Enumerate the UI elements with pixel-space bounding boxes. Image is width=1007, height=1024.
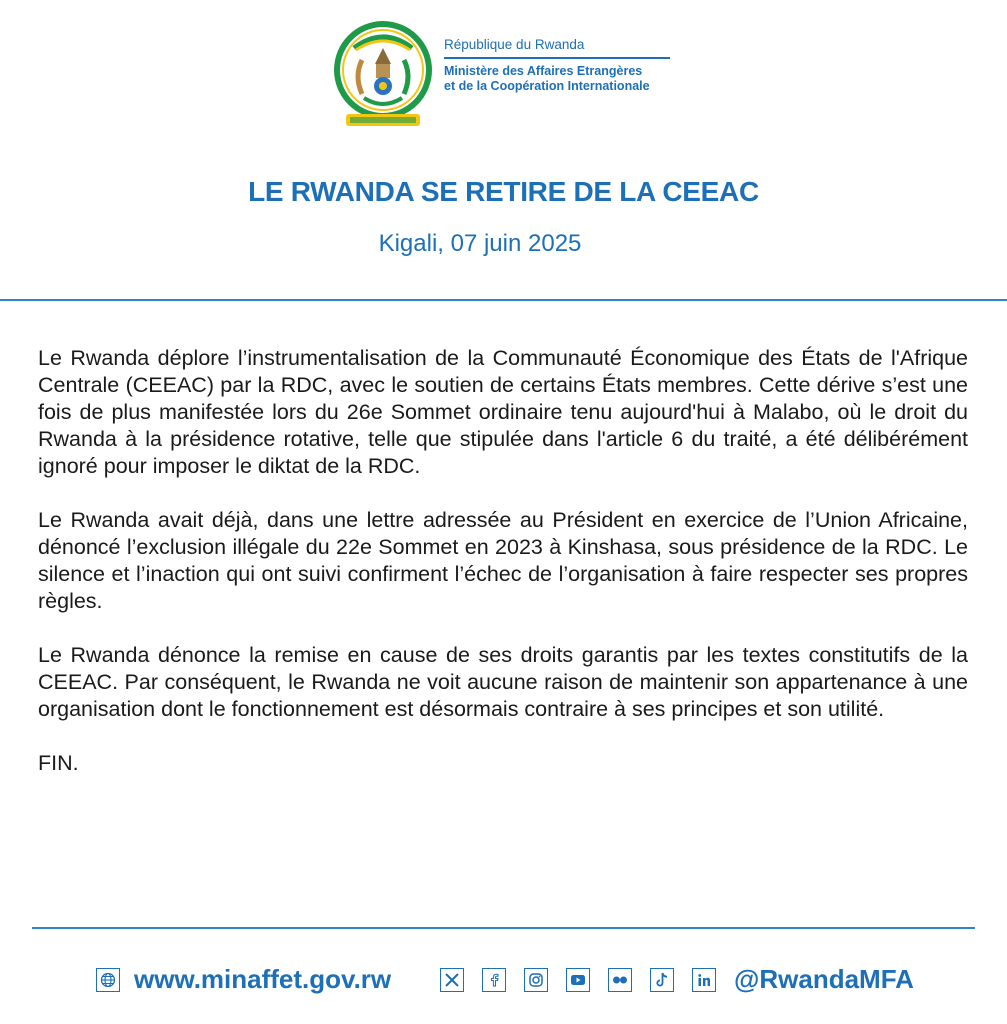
social-links bbox=[440, 964, 914, 995]
flickr-icon[interactable] bbox=[608, 968, 632, 992]
x-icon[interactable] bbox=[440, 968, 464, 992]
paragraph-3: Le Rwanda dénonce la remise en cause de ses droits garantis par les textes constitutifs de la CEEAC. Par conséquent, le Rwanda ne voit aucune raison de maintenir son appartenance à une organisation dont le fonctionnement est désormais contraire à ses principes et son utilité. bbox=[38, 643, 968, 721]
paragraph-1: Le Rwanda déplore l’instrumentalisation de la Communauté Économique des États de l'Afrique Centrale (CEEAC) par la RDC, avec le soutien de certains États membres. Cette dérive s’est une fois de plus manifestée lors du 26e Sommet ordinaire tenu aujourd'hui à Malabo, où le droit du Rwanda à la présidence rotative, telle que stipulée dans l'article 6 du traité, a été délibérément ignoré pour imposer le diktat de la RDC. bbox=[38, 346, 968, 478]
press-release-title: LE RWANDA SE RETIRE DE LA CEEAC bbox=[248, 176, 759, 207]
republic-label: République du Rwanda bbox=[444, 37, 585, 52]
linkedin-icon[interactable] bbox=[692, 968, 716, 992]
website-link[interactable] bbox=[96, 964, 391, 995]
letterhead bbox=[332, 14, 692, 134]
social-handle[interactable]: @RwandaMFA bbox=[734, 964, 914, 994]
ministry-name-line2: et de la Coopération Internationale bbox=[444, 78, 650, 93]
instagram-icon[interactable] bbox=[524, 968, 548, 992]
globe-icon bbox=[96, 968, 120, 992]
national-seal-icon bbox=[332, 14, 434, 132]
facebook-icon[interactable] bbox=[482, 968, 506, 992]
ministry-divider bbox=[444, 57, 670, 59]
footer-divider bbox=[32, 927, 975, 929]
ministry-block bbox=[444, 36, 674, 94]
press-release-body bbox=[38, 345, 968, 777]
website-url[interactable]: www.minaffet.gov.rw bbox=[134, 964, 392, 994]
youtube-icon[interactable] bbox=[566, 968, 590, 992]
tiktok-icon[interactable] bbox=[650, 968, 674, 992]
closing-text: FIN. bbox=[38, 751, 79, 775]
ministry-name-line1: Ministère des Affaires Etrangères bbox=[444, 63, 643, 78]
paragraph-2: Le Rwanda avait déjà, dans une lettre adressée au Président en exercice de l’Union Africaine, dénoncé l’exclusion illégale du 22e Sommet en 2023 à Kinshasa, sous présidence de la RDC. Le silence et l’inaction qui ont suivi confirment l’échec de l’organisation à faire respecter ses propres règles. bbox=[38, 508, 968, 613]
footer bbox=[0, 958, 1007, 1002]
header-divider bbox=[0, 299, 1007, 301]
dateline: Kigali, 07 juin 2025 bbox=[378, 230, 582, 257]
